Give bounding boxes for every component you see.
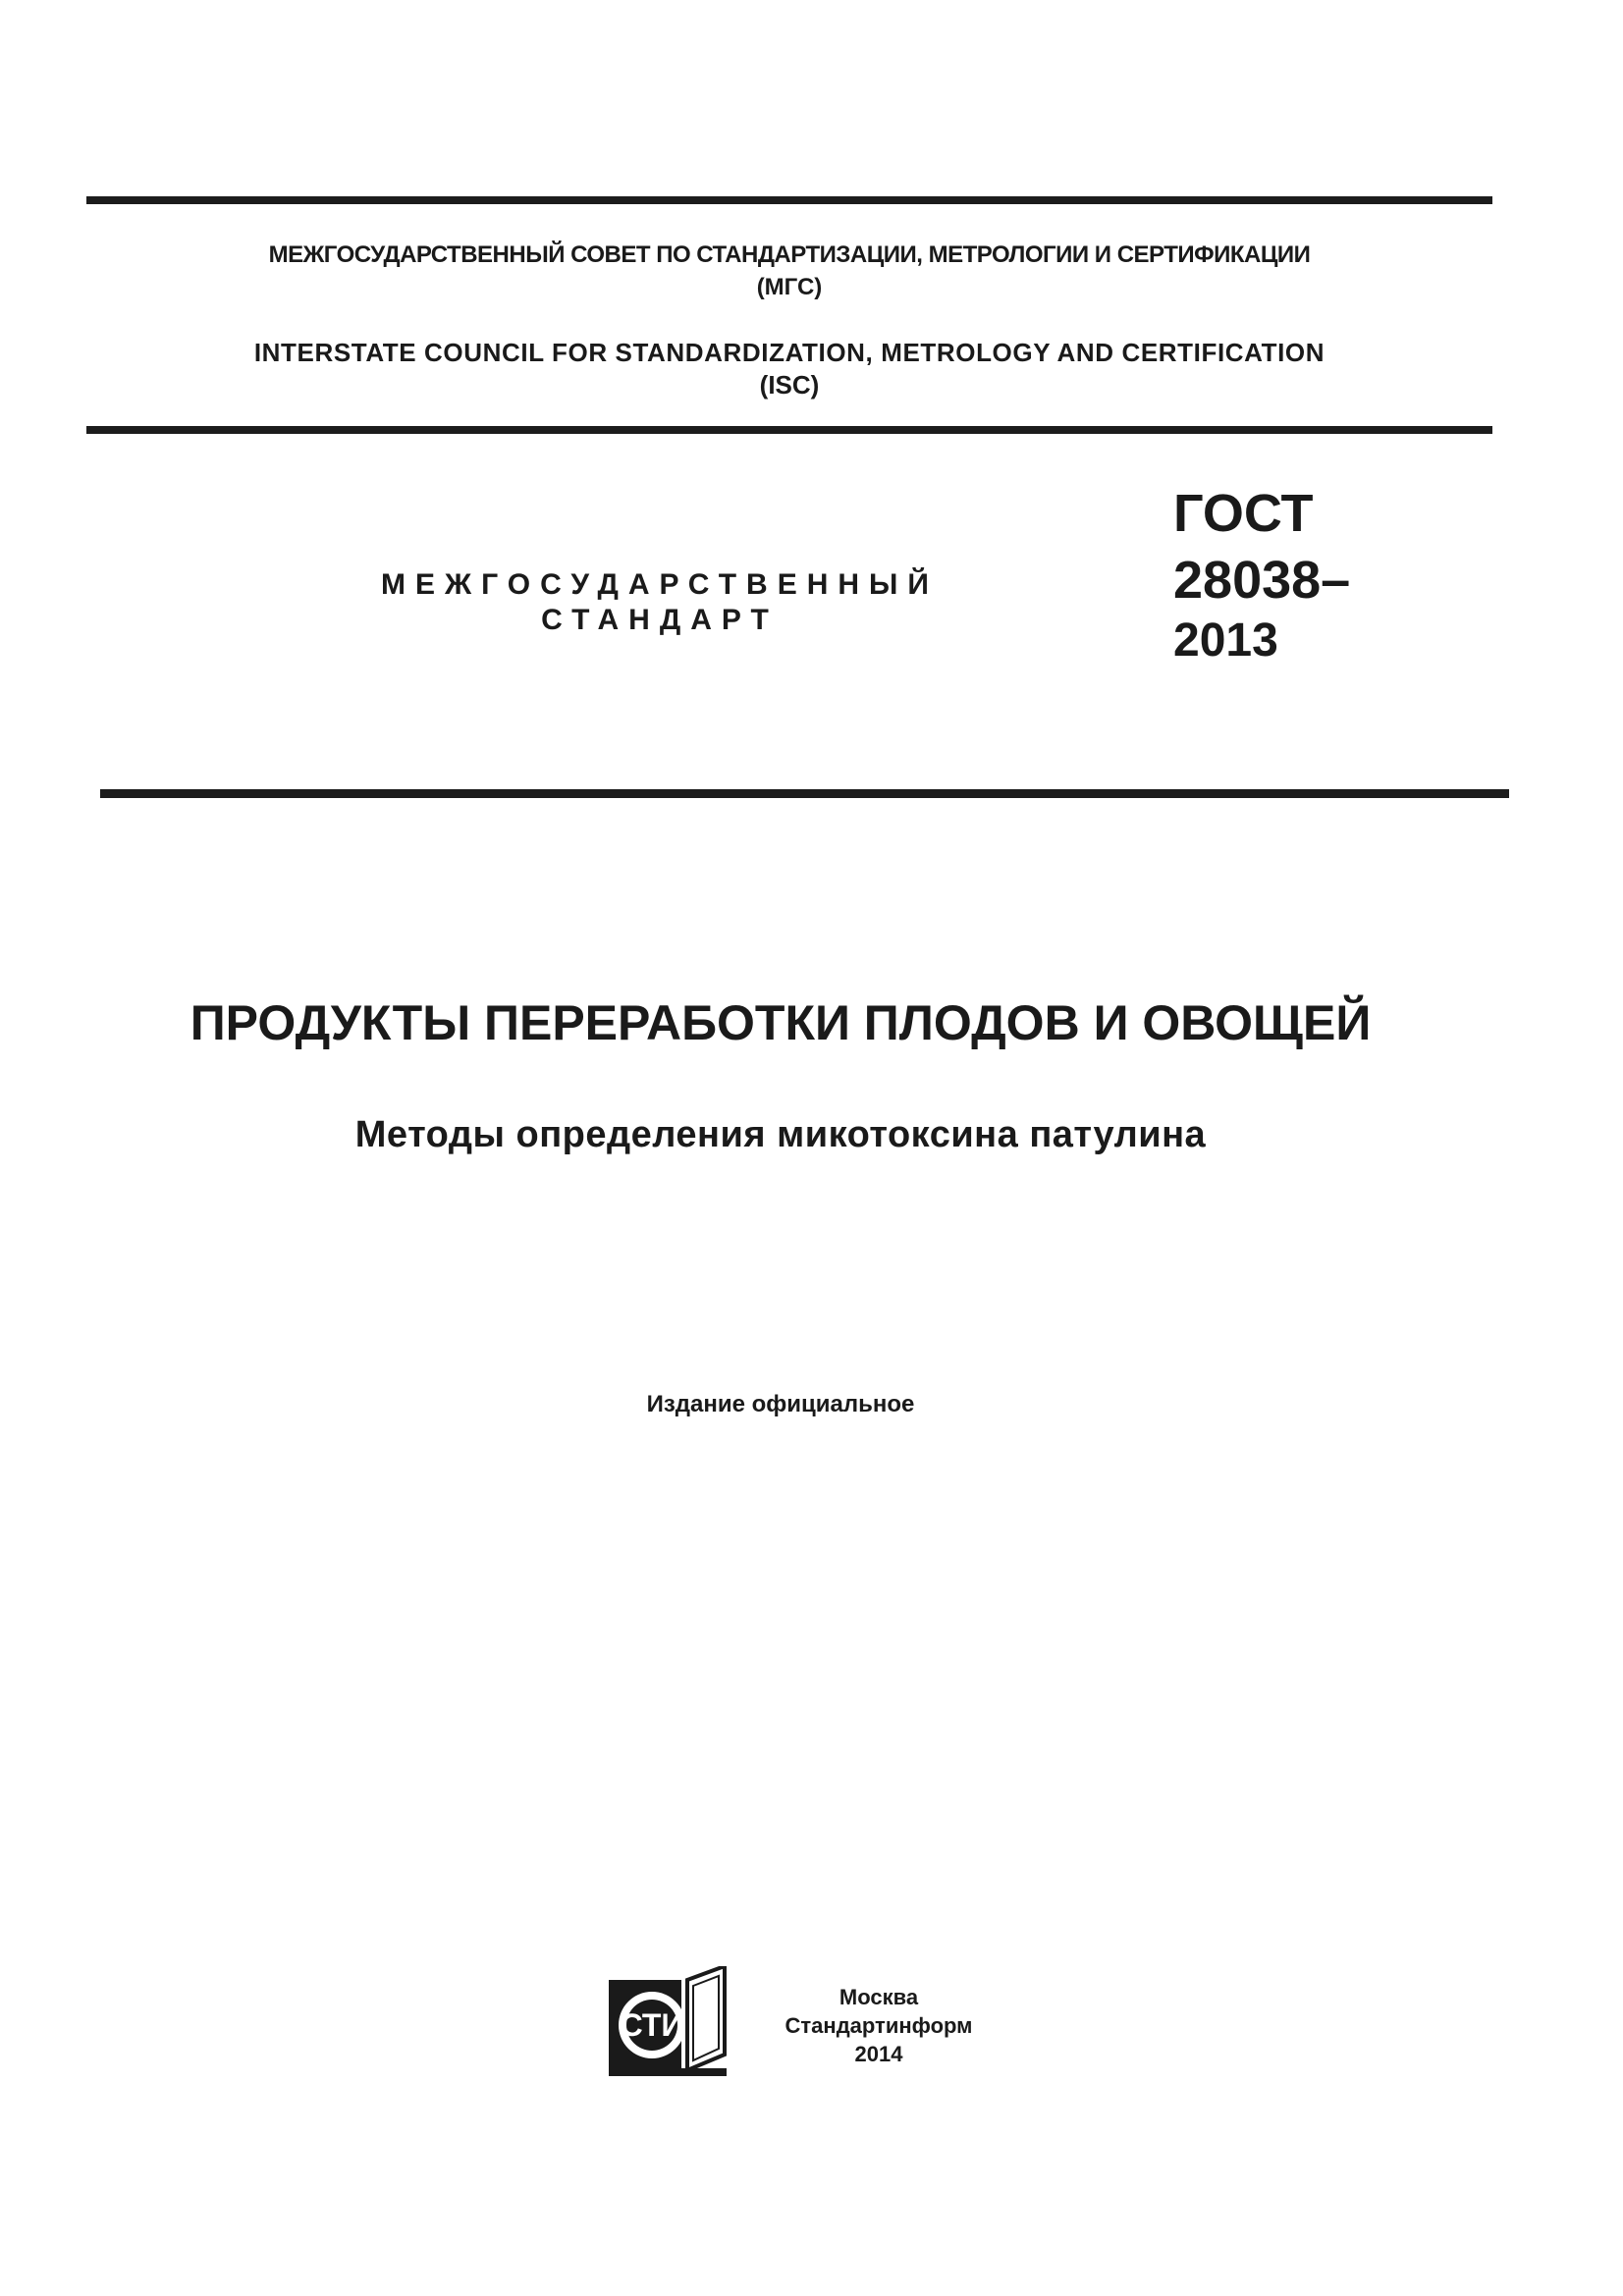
council-abbr-en: (ISC) <box>759 370 820 400</box>
publisher-city: Москва <box>839 1985 919 2009</box>
council-name-ru: МЕЖГОСУДАРСТВЕННЫЙ СОВЕТ ПО СТАНДАРТИЗАЦИИ, МЕТРОЛОГИИ И СЕРТИФИКАЦИИ <box>268 241 1311 268</box>
gost-label: ГОСТ <box>1173 484 1314 543</box>
gost-number: 28038– <box>1173 551 1351 610</box>
title-block-divider <box>100 789 1509 798</box>
document-subtitle: Методы определения микотоксина патулина <box>354 1114 1207 1155</box>
header-divider <box>86 426 1492 434</box>
edition-note: Издание официальное <box>646 1391 915 1417</box>
document-title: ПРОДУКТЫ ПЕРЕРАБОТКИ ПЛОДОВ И ОВОЩЕЙ <box>189 995 1372 1050</box>
gost-year: 2013 <box>1173 614 1278 667</box>
council-abbr-ru: (МГС) <box>756 274 823 300</box>
logo-text: СТИ <box>620 2007 684 2043</box>
standartinform-logo-icon <box>609 1966 736 2076</box>
standard-type-line2: СТАНДАРТ <box>541 604 779 636</box>
standard-type-line1: МЕЖГОСУДАРСТВЕННЫЙ <box>381 568 939 601</box>
top-divider <box>86 196 1492 204</box>
council-name-en: INTERSTATE COUNCIL FOR STANDARDIZATION, METROLOGY AND CERTIFICATION <box>253 338 1325 367</box>
publication-year: 2014 <box>854 2042 903 2066</box>
publisher-name: Стандартинформ <box>784 2013 973 2038</box>
